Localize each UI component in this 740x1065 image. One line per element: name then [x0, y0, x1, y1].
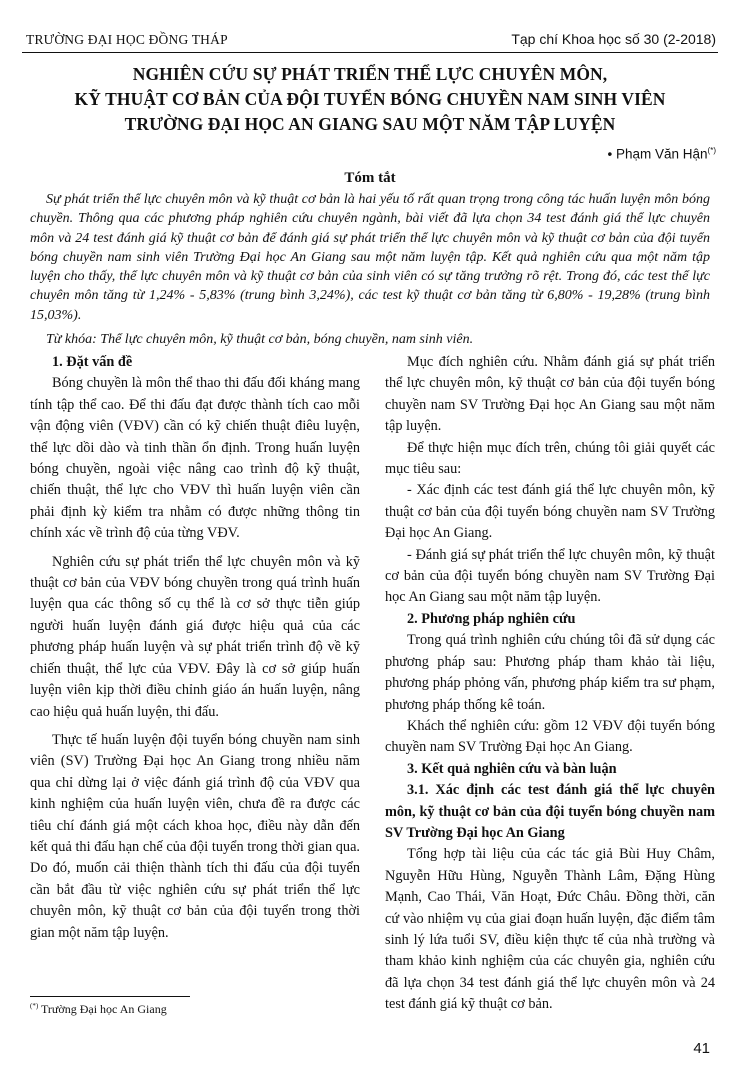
footnote-divider: [30, 996, 190, 997]
footnote-text: Trường Đại học An Giang: [40, 1002, 167, 1016]
section-heading-2: 2. Phương pháp nghiên cứu: [407, 610, 576, 627]
section-heading-1: 1. Đặt vấn đề: [52, 354, 133, 370]
title-line-3: TRƯỜNG ĐẠI HỌC AN GIANG SAU MỘT NĂM TẬP LUYỆN: [124, 114, 616, 134]
left-column: [30, 352, 360, 944]
footnote: [30, 1002, 167, 1017]
author-mark: (*): [707, 146, 716, 155]
abstract-text: Sự phát triển thể lực chuyên môn và kỹ thuật cơ bản là hai yếu tố rất quan trọng trong công tác huấn luyện môn bóng chuyền. Thông qua các phương pháp nghiên cứu chuyên ngành, bài viết đã lựa chọn 34 test đánh giá thể lực chuyên môn và 24 test đánh giá kỹ thuật cơ bản để đánh giá sự phát triển thể lực chuyên môn và kỹ thuật cơ bản của đội tuyển bóng chuyền nam sinh viên Trường Đại học An Giang sau một năm luyện tập. Kết quả nghiên cứu qua một năm tập luyện cho thấy, thể lực chuyên môn và kỹ thuật cơ bản của sinh viên có sự tăng trưởng rõ rệt. Trong đó, các test thể lực chuyên môn tăng từ 1,24% - 5,83% (trung bình 3,24%), các test kỹ thuật cơ bản tăng từ 6,80% - 19,28% (trung bình 15,03%).: [30, 192, 710, 323]
page-number: 41: [693, 1040, 710, 1057]
paragraph: - Đánh giá sự phát triển thể lực chuyên môn, kỹ thuật cơ bản của đội tuyển bóng chuyền nam SV Trường Đại học An Giang sau một năm tập luyện.: [385, 546, 715, 606]
subsection-heading-3-1: 3.1. Xác định các test đánh giá thể lực chuyên môn, kỹ thuật cơ bản của đội tuyển bóng chuyền nam SV Trường Đại học An Giang: [385, 782, 715, 841]
paragraph: Nghiên cứu sự phát triển thể lực chuyên môn và kỹ thuật cơ bản của VĐV bóng chuyền trong quá trình huấn luyện qua các thông số cụ thể là cơ sở thực tiễn giúp người huấn luyện đánh giá được hiệu quả của các phương pháp huấn luyện và sự phát triển trình độ về kỹ chiến thuật, thể lực của VĐV. Đây là cơ sở giúp huấn luyện viên kịp thời điều chỉnh giáo án huấn luyện, nâng cao hiệu quả huấn luyện, thi đấu.: [30, 553, 360, 720]
paragraph: Bóng chuyền là môn thể thao thi đấu đối kháng mang tính tập thể cao. Để thi đấu đạt được thành tích cao mỗi vận động viên (VĐV) cần có kỹ chiến thuật điêu luyện, thể lực dồi dào và tinh thần ổn định. Trong huấn luyện bóng chuyền, ngoài việc nâng cao trình độ kỹ thuật, chiến thuật, thể lực cho VĐV thì huấn luyện viên cần phải định kỳ kiểm tra nhằm có được những thông tin chính xác về trình độ của từng VĐV.: [30, 375, 360, 542]
paragraph: Để thực hiện mục đích trên, chúng tôi giải quyết các mục tiêu sau:: [385, 439, 715, 478]
footnote-mark: (*): [30, 1002, 39, 1010]
paragraph: Mục đích nghiên cứu. Nhằm đánh giá sự phát triển thể lực chuyên môn, kỹ thuật cơ bản của đội tuyển bóng chuyền nam SV Trường Đại học An Giang sau một năm tập luyện.: [385, 354, 715, 435]
section-heading-3: 3. Kết quả nghiên cứu và bàn luận: [407, 760, 617, 777]
title-line-1: NGHIÊN CỨU SỰ PHÁT TRIỂN THỂ LỰC CHUYÊN MÔN,: [132, 64, 608, 84]
paragraph: Tổng hợp tài liệu của các tác giả Bùi Huy Châm, Nguyễn Hữu Hùng, Nguyễn Thành Lâm, Đặng Hùng Mạnh, Cao Thái, Văn Hoạt, Đức Châu. Đồng thời, căn cứ vào nhiệm vụ của giai đoạn huấn luyện, đặc điểm tâm sinh lý lứa tuổi SV, điều kiện thực tế của nhà trường và tham khảo kinh nghiệm của các chuyên gia, nghiên cứu đã lựa chọn 34 test đánh giá thể lực chuyên môn và 24 test đánh giá kỹ thuật cơ bản.: [385, 846, 715, 1013]
right-column: [385, 352, 715, 1016]
title-line-2: KỸ THUẬT CƠ BẢN CỦA ĐỘI TUYỂN BÓNG CHUYỀN NAM SINH VIÊN: [74, 89, 666, 109]
article-title: [40, 62, 700, 137]
header-journal: Tạp chí Khoa học số 30 (2-2018): [511, 31, 716, 47]
paragraph: Trong quá trình nghiên cứu chúng tôi đã sử dụng các phương pháp sau: Phương pháp tham khảo tài liệu, phương pháp phỏng vấn, phương pháp kiểm tra sư phạm, phương pháp thống kê toán.: [385, 632, 715, 713]
author: [607, 146, 716, 162]
paragraph: Khách thể nghiên cứu: gồm 12 VĐV đội tuyển bóng chuyền nam SV Trường Đại học An Giang.: [385, 717, 715, 756]
author-name: Phạm Văn Hận: [615, 146, 708, 162]
running-header: [22, 30, 718, 53]
author-bullet-icon: •: [607, 146, 613, 162]
header-institution: TRƯỜNG ĐẠI HỌC ĐỒNG THÁP: [26, 32, 228, 47]
paragraph: Thực tế huấn luyện đội tuyển bóng chuyền nam sinh viên (SV) Trường Đại học An Giang trong nhiều năm qua chỉ dừng lại ở việc đánh giá trình độ của VĐV qua kinh nghiệm của huấn luyện viên, chưa đề ra được các tiêu chí đánh giá một cách khoa học, điều này dẫn đến kết quả thi đấu hạn chế của đội tuyển trong thời gian qua. Do đó, muốn cải thiện thành tích thi đấu của đội tuyển cần bắt đầu từ việc nghiên cứu sự phát triển thể lực chuyên môn, kỹ thuật cơ bản của đội tuyển trong thời gian một năm tập luyện.: [30, 731, 360, 941]
abstract-heading: Tóm tắt: [344, 170, 396, 186]
keywords: Từ khóa: Thể lực chuyên môn, kỹ thuật cơ bản, bóng chuyền, nam sinh viên.: [46, 332, 474, 347]
paragraph: - Xác định các test đánh giá thể lực chuyên môn, kỹ thuật cơ bản của đội tuyển bóng chuyền nam SV Trường Đại học An Giang.: [385, 482, 715, 542]
